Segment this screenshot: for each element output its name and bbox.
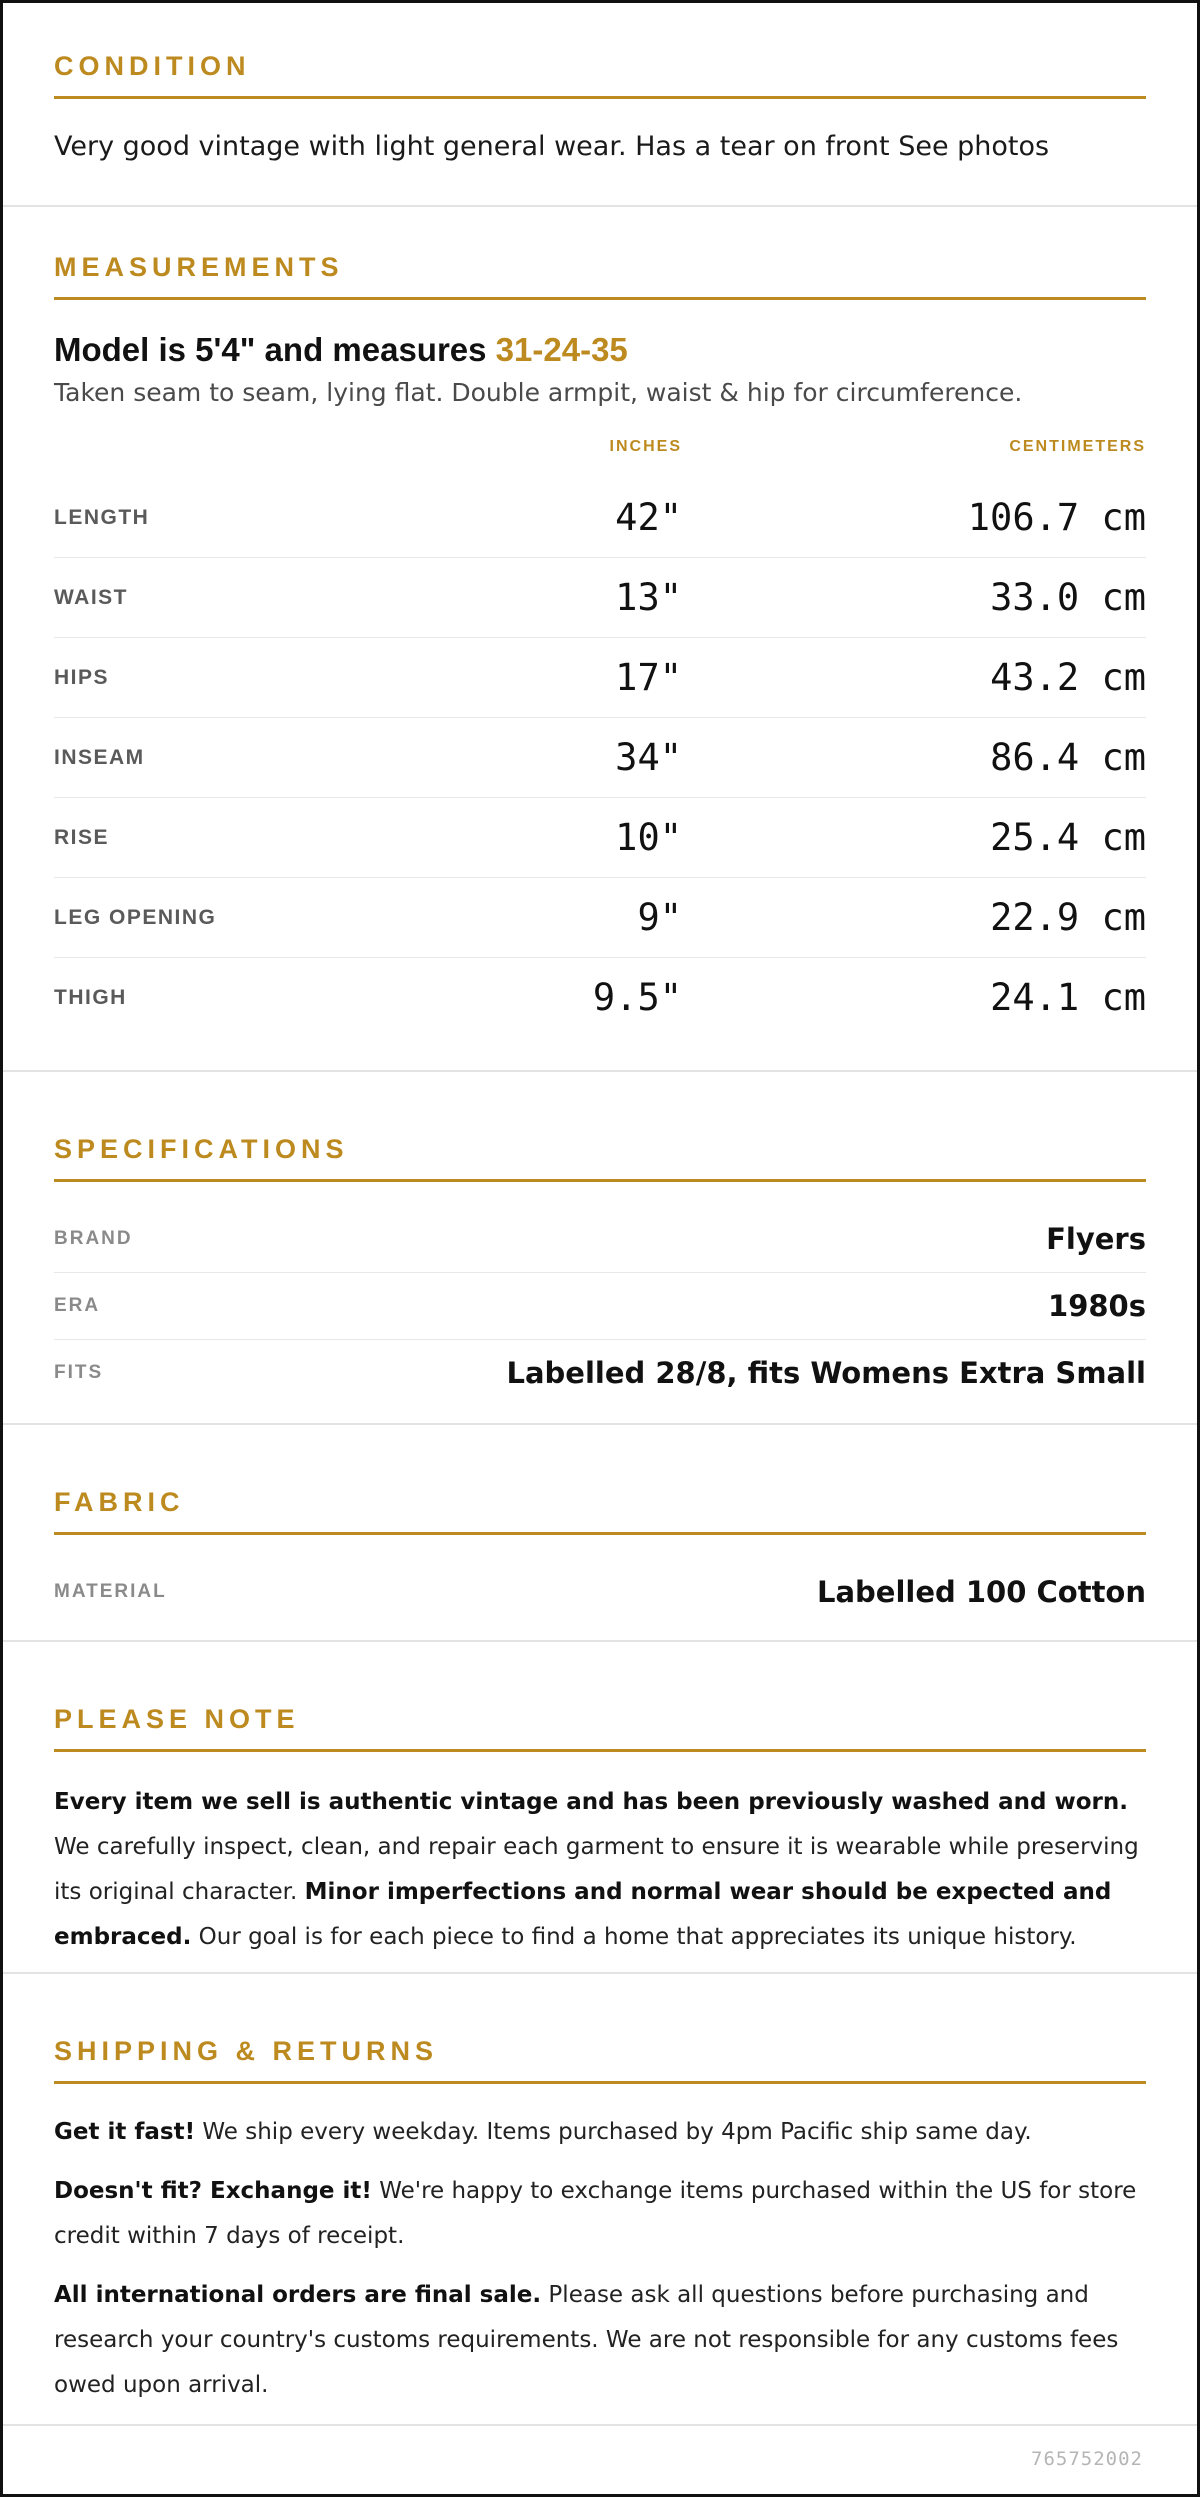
header-spacer: [54, 438, 384, 458]
shipping-text: We ship every weekday. Items purchased by 4pm Pacific ship same day.: [195, 2119, 1032, 2145]
measurements-table-header: [54, 438, 1146, 458]
table-row: [54, 798, 1146, 878]
table-row: [54, 638, 1146, 718]
table-row: [54, 958, 1146, 1037]
fabric-label: MATERIAL: [54, 1581, 167, 1602]
list-item: [54, 1206, 1146, 1273]
condition-text: Very good vintage with light general wear. Has a tear on front See photos: [54, 131, 1050, 162]
measurement-inches: 17": [615, 656, 682, 700]
measurement-inches: 9": [637, 896, 682, 940]
international-text: Please ask all questions before purchasing and research your country's customs requirements. We are not responsible for any customs fees owed upon arrival.: [54, 2282, 1119, 2398]
measurements-heading: MEASUREMENTS: [54, 254, 1146, 300]
shipping-paragraph: [54, 2110, 1146, 2155]
spec-value: Labelled 28/8, fits Womens Extra Small: [506, 1356, 1146, 1390]
spec-label: ERA: [54, 1295, 101, 1316]
table-row: [54, 718, 1146, 798]
centimeters-column-header: CENTIMETERS: [1009, 438, 1146, 456]
footer: [3, 2426, 1197, 2495]
list-item: [54, 1340, 1146, 1406]
table-row: [54, 558, 1146, 638]
note-text-2: Our goal is for each piece to find a home that appreciates its unique history.: [191, 1924, 1077, 1950]
measurement-label: LEG OPENING: [54, 905, 217, 929]
measurement-label: HIPS: [54, 665, 110, 689]
measurement-inches: 42": [615, 496, 682, 540]
measurement-cm: 106.7 cm: [967, 496, 1146, 540]
spec-label: FITS: [54, 1362, 104, 1383]
model-measures-line: [54, 332, 1146, 368]
exchange-paragraph: [54, 2169, 1146, 2259]
measurement-inches: 10": [615, 816, 682, 860]
measurement-cm: 25.4 cm: [990, 816, 1146, 860]
shipping-returns-heading: SHIPPING & RETURNS: [54, 2038, 1146, 2084]
list-item: [54, 1559, 1146, 1625]
note-text-1: We carefully inspect, clean, and repair each garment to ensure it is wearable while preserving its original character.: [54, 1834, 1139, 1905]
measurement-inches: 34": [615, 736, 682, 780]
measurement-label: RISE: [54, 825, 110, 849]
spec-label: BRAND: [54, 1228, 133, 1249]
model-prefix: Model is 5'4" and measures: [54, 331, 496, 368]
measurements-subtitle: Taken seam to seam, lying flat. Double armpit, waist & hip for circumference.: [54, 378, 1023, 408]
exchange-bold: Doesn't fit? Exchange it!: [54, 2178, 372, 2204]
measurement-cm: 33.0 cm: [990, 576, 1146, 620]
spec-value: 1980s: [1048, 1289, 1146, 1323]
note-bold-1: Every item we sell is authentic vintage and has been previously washed and worn.: [54, 1789, 1128, 1815]
fabric-value: Labelled 100 Cotton: [816, 1575, 1146, 1609]
specifications-list: [54, 1206, 1146, 1406]
international-bold: All international orders are final sale.: [54, 2282, 542, 2308]
spec-value: Flyers: [1046, 1222, 1146, 1256]
condition-heading: CONDITION: [54, 53, 1146, 99]
product-code: 765752002: [1031, 2448, 1143, 2470]
fabric-section: [3, 1425, 1197, 1642]
shipping-bold: Get it fast!: [54, 2119, 196, 2145]
measurement-cm: 22.9 cm: [990, 896, 1146, 940]
note-bold-2: Minor imperfections and normal wear should be expected and embraced.: [54, 1879, 1112, 1950]
fabric-heading: FABRIC: [54, 1489, 1146, 1535]
measurement-inches: 13": [615, 576, 682, 620]
specifications-heading: SPECIFICATIONS: [54, 1136, 1146, 1182]
measurement-cm: 24.1 cm: [990, 976, 1146, 1020]
please-note-text: [54, 1780, 1146, 1960]
measurement-inches: 9.5": [592, 976, 682, 1020]
model-measures-value: 31-24-35: [495, 331, 628, 368]
measurement-label: LENGTH: [54, 505, 150, 529]
table-row: [54, 478, 1146, 558]
measurement-label: INSEAM: [54, 745, 145, 769]
measurements-section: [3, 207, 1197, 1072]
measurement-cm: 86.4 cm: [990, 736, 1146, 780]
shipping-returns-section: [3, 1974, 1197, 2426]
international-paragraph: [54, 2273, 1146, 2408]
measurement-cm: 43.2 cm: [990, 656, 1146, 700]
table-row: [54, 878, 1146, 958]
please-note-section: [3, 1642, 1197, 1974]
exchange-text: We're happy to exchange items purchased within the US for store credit within 7 days of receipt.: [54, 2178, 1137, 2249]
list-item: [54, 1273, 1146, 1340]
please-note-heading: PLEASE NOTE: [54, 1706, 1146, 1752]
inches-column-header: INCHES: [609, 438, 682, 456]
measurement-label: WAIST: [54, 585, 128, 609]
measurements-table: [54, 438, 1146, 1037]
measurement-label: THIGH: [54, 985, 127, 1009]
fabric-list: [54, 1559, 1146, 1625]
specifications-section: [3, 1072, 1197, 1425]
condition-section: [3, 3, 1197, 207]
